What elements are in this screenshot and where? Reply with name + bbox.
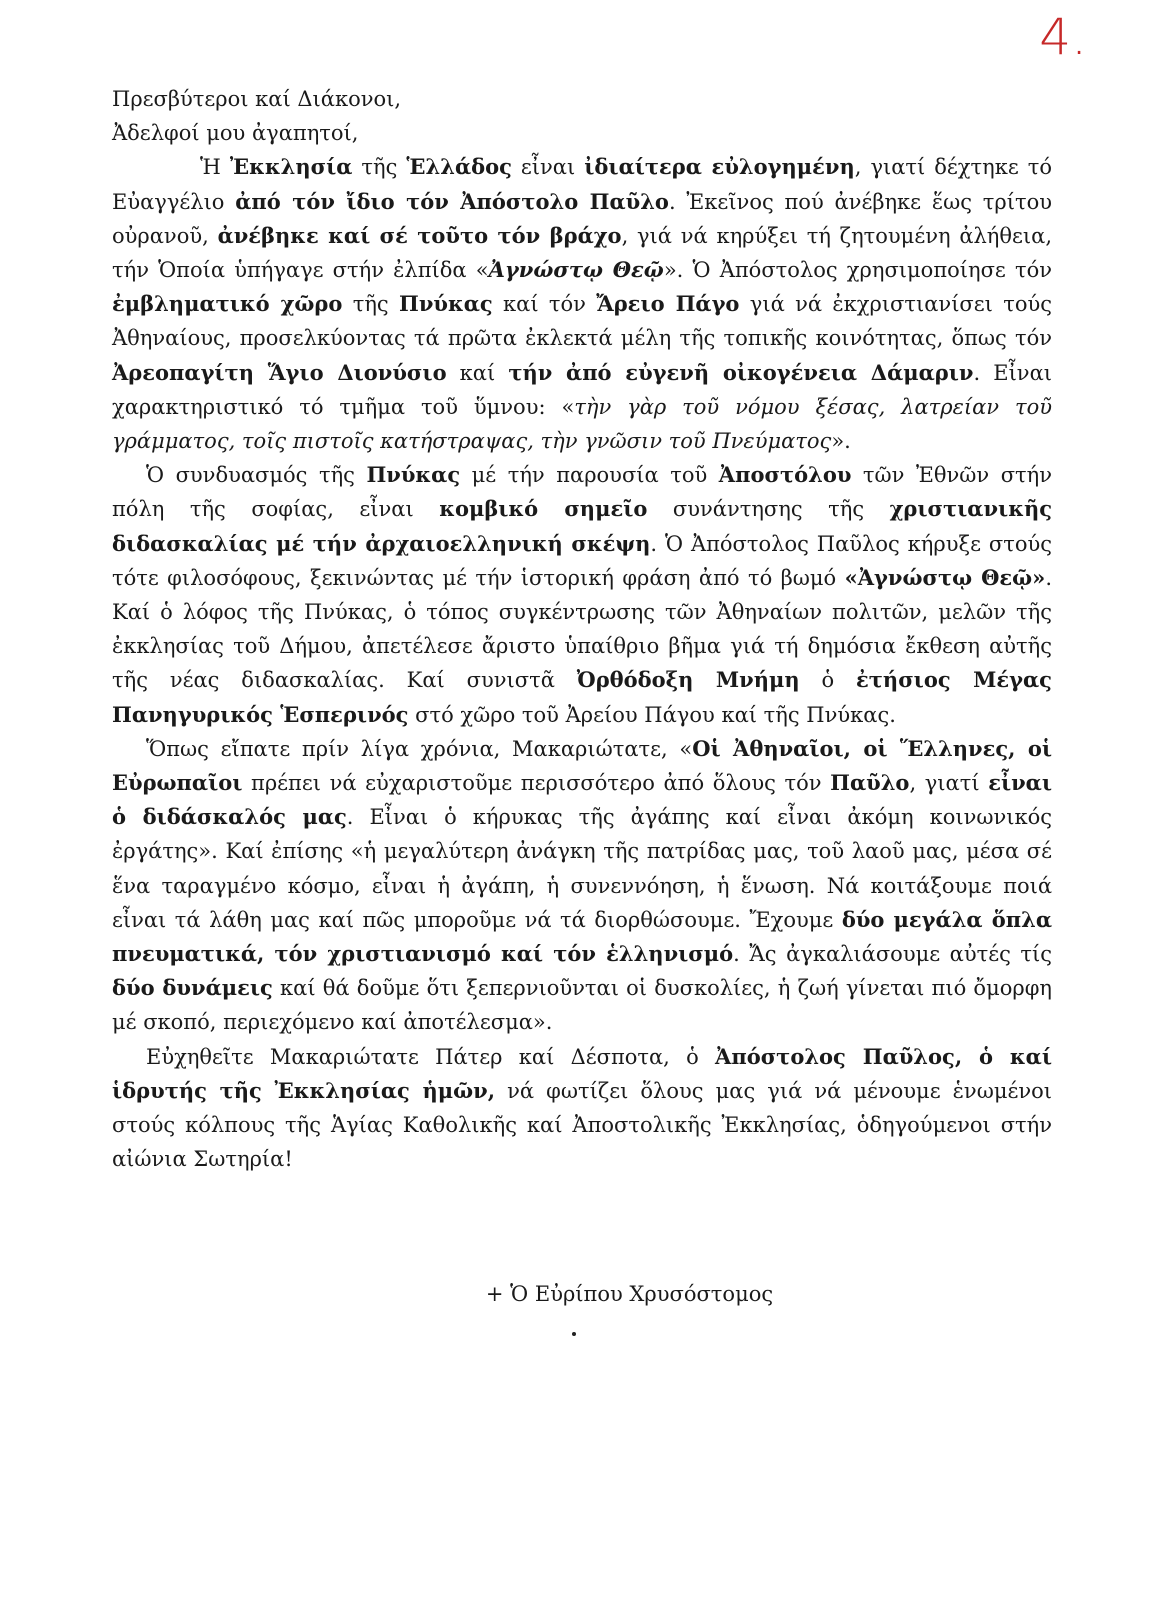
bold-run: χριστιανικῆς διδασκαλίας μέ τήν ἀρχαιοελληνική σκέψη	[112, 496, 1052, 556]
bold-run: εἶναι ὁ διδάσκαλός μας	[112, 770, 1053, 830]
signature	[0, 1282, 1159, 1306]
bold-run: Ἑλλάδος	[406, 154, 512, 180]
paragraph: Ὅπως εἴπατε πρίν λίγα χρόνια, Μακαριώτατε, «Οἱ Ἀθηναῖοι, οἱ Ἕλληνες, οἱ Εὐρωπαῖοι πρέπει νά εὐχαριστοῦμε περισσότερο ἀπό ὅλους τόν Παῦλο, γιατί εἶναι ὁ διδάσκαλός μας. Εἶναι ὁ κήρυκας τῆς ἀγάπης καί εἶναι ἀκόμη κοινωνικός ἐργάτης». Καί ἐπίσης «ἡ μεγαλύτερη ἀνάγκη τῆς πατρίδας μας, τοῦ λαοῦ μας, μέσα σέ ἕνα ταραγμένο κόσμο, εἶναι ἡ ἀγάπη, ἡ συνεννόηση, ἡ ἕνωση. Νά κοιτάξουμε ποιά εἶναι τά λάθη μας καί πῶς μποροῦμε νά τά διορθώσουμε. Ἔχουμε δύο μεγάλα ὅπλα πνευματικά, τόν χριστιανισμό καί τόν ἑλληνισμό. Ἄς ἀγκαλιάσουμε αὐτές τίς δύο δυνάμεις καί θά δοῦμε ὅτι ξεπερνιοῦνται οἱ δυσκολίες, ἡ ζωή γίνεται πιό ὄμορφη μέ σκοπό, περιεχόμενο καί ἀποτέλεσμα».	[112, 735, 1053, 1035]
bold-run: Πνύκας	[366, 462, 461, 488]
bold-run: Οἱ Ἀθηναῖοι, οἱ Ἕλληνες, οἱ Εὐρωπαῖοι	[112, 735, 1052, 796]
bold-run: «Ἀγνώστῳ Θεῷ»	[844, 564, 1046, 590]
bold-italic-run: Ἀγνώστῳ Θεῷ	[488, 257, 664, 283]
signature-text: + Ὁ Εὐρίπου Χρυσόστομος	[485, 1282, 774, 1306]
paragraph: Εὐχηθεῖτε Μακαριώτατε Πάτερ καί Δέσποτα, ὁ Ἀπόστολος Παῦλος, ὁ καί ἱδρυτής τῆς Ἐκκλησίας ἡμῶν, νά φωτίζει ὅλους μας γιά νά μένουμε ἑνωμένοι στούς κόλπους τῆς Ἁγίας Καθολικῆς καί Ἀποστολικῆς Ἐκκλησίας, ὁδηγούμενοι στήν αἰώνια Σωτηρία!	[112, 1043, 1052, 1172]
bold-run: Ἐκκλησία	[229, 154, 353, 180]
stray-dot	[572, 1332, 576, 1336]
bold-run: Ἀποστόλου	[718, 462, 852, 488]
paragraph: Ἡ Ἐκκλησία τῆς Ἑλλάδος εἶναι ἰδιαίτερα εὐλογημένη, γιατί δέχτηκε τό Εὐαγγέλιο ἀπό τόν ἴδιο τόν Ἀπόστολο Παῦλο. Ἐκεῖνος πού ἀνέβηκε ἕως τρίτου οὐρανοῦ, ἀνέβηκε καί σέ τοῦτο τόν βράχο, γιά νά κηρύξει τή ζητουμένη ἀλήθεια, τήν Ὁποία ὑπήγαγε στήν ἐλπίδα «Ἀγνώστῳ Θεῷ». Ὁ Ἀπόστολος χρησιμοποίησε τόν ἐμβληματικό χῶρο τῆς Πνύκας καί τόν Ἄρειο Πάγο γιά νά ἐκχριστιανίσει τούς Ἀθηναίους, προσελκύοντας τά πρῶτα ἐκλεκτά μέλη τῆς τοπικῆς κοινότητας, ὅπως τόν Ἀρεοπαγίτη Ἅγιο Διονύσιο καί τήν ἀπό εὐγενῆ οἰκογένεια Δάμαριν. Εἶναι χαρακτηριστικό τό τμῆμα τοῦ ὕμνου: «τὴν γὰρ τοῦ νόμου ξέσας, λατρείαν τοῦ γράμματος, τοῖς πιστοῖς κατήστραψας, τὴν γνῶσιν τοῦ Πνεύματος».	[112, 154, 1053, 454]
bold-run: Ἄρειο Πάγο	[596, 291, 740, 317]
bold-run: Ἀπόστολος Παῦλος, ὁ καί ἱδρυτής τῆς Ἐκκλησίας ἡμῶν,	[112, 1043, 1052, 1103]
handwritten-page-number: 4.	[1039, 8, 1087, 66]
bold-run: Ὀρθόδοξη Μνήμη	[576, 667, 800, 693]
letter-body	[112, 82, 1052, 1177]
bold-run: ἰδιαίτερα εὐλογημένη	[584, 154, 855, 180]
bold-run: Ἀρεοπαγίτη Ἅγιο Διονύσιο	[112, 359, 447, 385]
bold-run: δύο μεγάλα ὅπλα πνευματικά, τόν χριστιανισμό καί τόν ἑλληνισμό	[112, 906, 1053, 967]
paragraph: Ὁ συνδυασμός τῆς Πνύκας μέ τήν παρουσία τοῦ Ἀποστόλου τῶν Ἐθνῶν στήν πόλη τῆς σοφίας, εἶναι κομβικό σημεῖο συνάντησης τῆς χριστιανικῆς διδασκαλίας μέ τήν ἀρχαιοελληνική σκέψη. Ὁ Ἀπόστολος Παῦλος κήρυξε στούς τότε φιλοσόφους, ξεκινώντας μέ τήν ἱστορική φράση ἀπό τό βωμό «Ἀγνώστῳ Θεῷ». Καί ὁ λόφος τῆς Πνύκας, ὁ τόπος συγκέντρωσης τῶν Ἀθηναίων πολιτῶν, μελῶν τῆς ἐκκλησίας τοῦ Δήμου, ἀπετέλεσε ἄριστο ὑπαίθριο βῆμα γιά τή δημόσια ἔκθεση αὐτῆς τῆς νέας διδασκαλίας. Καί συνιστᾶ Ὀρθόδοξη Μνήμη ὁ ἐτήσιος Μέγας Πανηγυρικός Ἑσπερινός στό χῶρο τοῦ Ἀρείου Πάγου καί τῆς Πνύκας.	[112, 462, 1053, 727]
salutation-line-2: Ἀδελφοί μου ἀγαπητοί,	[112, 121, 359, 146]
bold-run: τήν ἀπό εὐγενῆ οἰκογένεια Δάμαριν	[508, 359, 974, 385]
bold-run: Παῦλο	[830, 770, 910, 796]
salutation-line-1: Πρεσβύτεροι καί Διάκονοι,	[112, 87, 402, 111]
bold-run: κομβικό σημεῖο	[439, 496, 648, 522]
bold-run: ἀπό τόν ἴδιο τόν Ἀπόστολο Παῦλο	[235, 188, 669, 214]
bold-run: ἐμβληματικό χῶρο	[112, 291, 343, 317]
bold-run: Πνύκας	[399, 291, 493, 317]
bold-run: ἐτήσιος Μέγας Πανηγυρικός Ἑσπερινός	[112, 667, 1052, 727]
bold-run: ἀνέβηκε καί σέ τοῦτο τόν βράχο	[217, 222, 622, 248]
italic-run: τὴν γὰρ τοῦ νόμου ξέσας, λατρείαν τοῦ γράμματος, τοῖς πιστοῖς κατήστραψας, τὴν γνῶσιν τοῦ Πνεύματος	[112, 394, 1052, 454]
bold-run: δύο δυνάμεις	[112, 975, 273, 1001]
